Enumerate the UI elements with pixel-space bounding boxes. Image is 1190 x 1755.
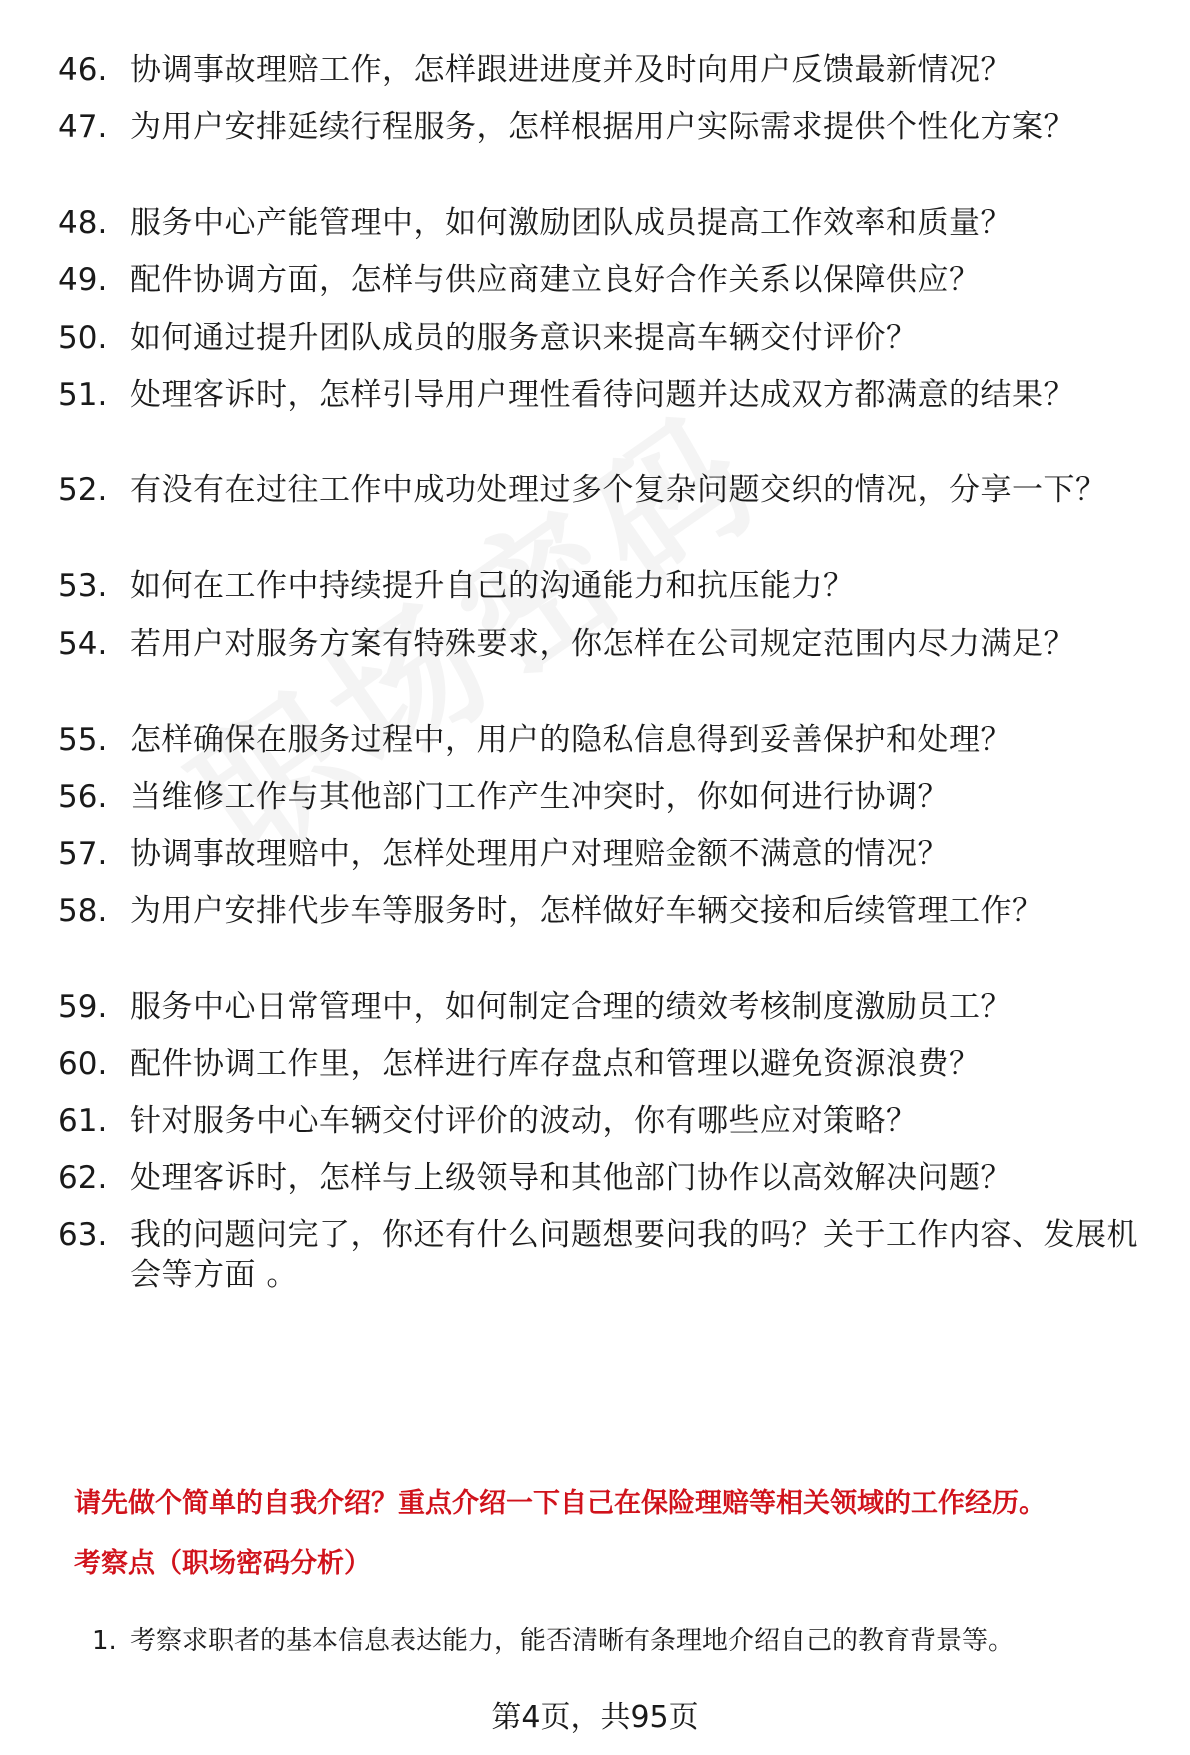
question-number: 50. [58,320,108,356]
question-text: 处理客诉时，怎样与上级领导和其他部门协作以高效解决问题？ [130,1160,1012,1196]
question-number: 62. [58,1160,108,1196]
question-text: 针对服务中心车辆交付评价的波动，你有哪些应对策略？ [130,1103,918,1139]
question-number: 61. [58,1103,108,1139]
page-footer: 第4页，共95页 [491,1700,699,1735]
question-text: 怎样确保在服务过程中，用户的隐私信息得到妥善保护和处理？ [130,722,1012,758]
question-heading: 请先做个简单的自我介绍？重点介绍一下自己在保险理赔等相关领域的工作经历。 [74,1488,1046,1519]
question-number: 52. [58,472,108,508]
question-text: 如何通过提升团队成员的服务意识来提高车辆交付评价？ [130,320,918,356]
question-text: 协调事故理赔中，怎样处理用户对理赔金额不满意的情况？ [130,836,949,872]
analysis-title: 考察点（职场密码分析） [74,1548,371,1579]
point-number: 1. [92,1626,117,1656]
question-number: 58. [58,893,108,929]
question-text: 为用户安排代步车等服务时，怎样做好车辆交接和后续管理工作？ [130,893,1044,929]
question-number: 54. [58,626,108,662]
question-number: 63. [58,1217,108,1253]
question-number: 56. [58,779,108,815]
question-number: 60. [58,1046,108,1082]
question-text: 配件协调工作里，怎样进行库存盘点和管理以避免资源浪费？ [130,1046,981,1082]
question-text: 为用户安排延续行程服务，怎样根据用户实际需求提供个性化方案？ [130,109,1075,145]
question-text: 当维修工作与其他部门工作产生冲突时，你如何进行协调？ [130,779,949,815]
question-number: 46. [58,52,108,88]
question-text: 服务中心日常管理中，如何制定合理的绩效考核制度激励员工？ [130,989,1012,1025]
question-text: 有没有在过往工作中成功处理过多个复杂问题交织的情况，分享一下？ [130,472,1107,508]
question-number: 49. [58,262,108,298]
question-text: 若用户对服务方案有特殊要求，你怎样在公司规定范围内尽力满足？ [130,626,1075,662]
question-number: 57. [58,836,108,872]
question-text: 服务中心产能管理中，如何激励团队成员提高工作效率和质量？ [130,205,1012,241]
question-number: 47. [58,109,108,145]
question-text: 处理客诉时，怎样引导用户理性看待问题并达成双方都满意的结果？ [130,377,1075,413]
point-text: 考察求职者的基本信息表达能力，能否清晰有条理地介绍自己的教育背景等。 [130,1626,1015,1656]
question-text: 协调事故理赔工作，怎样跟进进度并及时向用户反馈最新情况？ [130,52,1012,88]
analysis-point [92,1623,1152,1659]
question-text: 我的问题问完了，你还有什么问题想要问我的吗？关于工作内容、发展机会等方面 。 [130,1217,1138,1293]
question-number: 51. [58,377,108,413]
question-text: 配件协调方面，怎样与供应商建立良好合作关系以保障供应？ [130,262,981,298]
question-number: 48. [58,205,108,241]
question-number: 53. [58,568,108,604]
question-number: 55. [58,722,108,758]
question-text: 如何在工作中持续提升自己的沟通能力和抗压能力？ [130,568,855,604]
question-number: 59. [58,989,108,1025]
